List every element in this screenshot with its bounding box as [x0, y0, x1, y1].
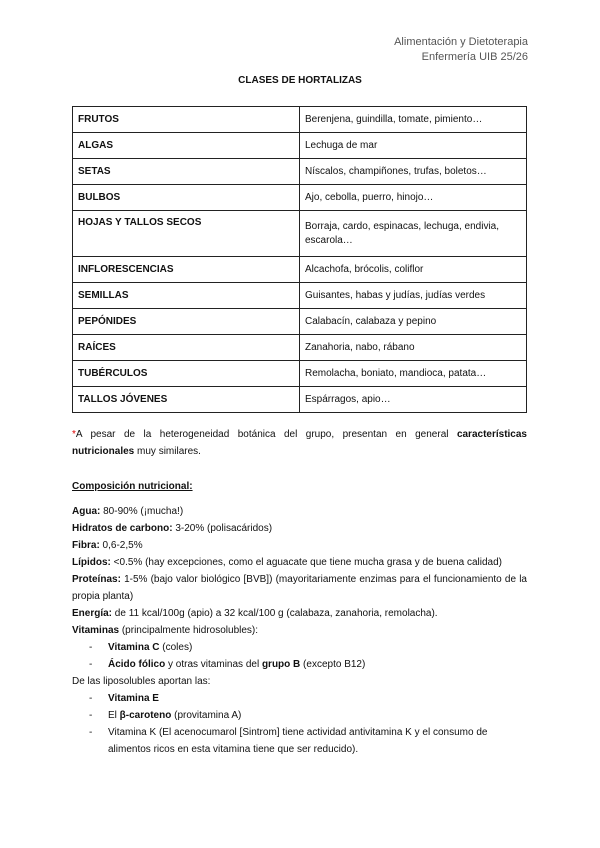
page-header	[394, 35, 528, 65]
examples-cell: Zanahoria, nabo, rábano	[300, 335, 527, 361]
examples-cell: Lechuga de mar	[300, 133, 527, 159]
category-cell: BULBOS	[73, 185, 300, 211]
liposolubles-list	[72, 690, 527, 758]
hidratos-line: Hidratos de carbono: 3-20% (polisacáridos)	[72, 523, 273, 534]
table-row	[73, 257, 527, 283]
table-row	[73, 361, 527, 387]
examples-cell: Espárragos, apio…	[300, 387, 527, 413]
header-course: Alimentación y Dietoterapia	[394, 36, 528, 48]
category-cell: FRUTOS	[73, 107, 300, 133]
note-paragraph	[72, 426, 527, 460]
lipidos-line: Lípidos: <0.5% (hay excepciones, como el aguacate que tiene mucha grasa y de buena calidad)	[72, 557, 502, 568]
category-cell: HOJAS Y TALLOS SECOS	[73, 211, 300, 257]
category-cell: SETAS	[73, 159, 300, 185]
examples-cell: Berenjena, guindilla, tomate, pimiento…	[300, 107, 527, 133]
note-asterisk: *	[72, 429, 76, 440]
examples-cell: Borraja, cardo, espinacas, lechuga, endivia, escarola…	[300, 211, 527, 257]
energia-line: Energía: de 11 kcal/100g (apio) a 32 kcal/100 g (calabaza, zanahoria, remolacha).	[72, 608, 438, 619]
list-item: - Vitamina K (El acenocumarol [Sintrom] tiene actividad antivitamina K y el consumo de alimentos ricos en esta vitamina tiene que ser reducido).	[72, 724, 527, 758]
table-row	[73, 185, 527, 211]
table-row	[73, 309, 527, 335]
table-row	[73, 107, 527, 133]
examples-cell: Calabacín, calabaza y pepino	[300, 309, 527, 335]
agua-line: Agua: 80-90% (¡mucha!)	[72, 506, 184, 517]
table-row	[73, 159, 527, 185]
proteinas-line: Proteínas: 1-5% (bajo valor biológico [BVB]) (mayoritariamente enzimas para el funcionamiento de la propia planta)	[72, 574, 527, 602]
composition-section	[72, 478, 527, 758]
examples-cell: Alcachofa, brócolis, coliflor	[300, 257, 527, 283]
table-row	[73, 133, 527, 159]
examples-cell: Ajo, cebolla, puerro, hinojo…	[300, 185, 527, 211]
list-item: - Vitamina C (coles)	[72, 639, 527, 656]
note-bold: características nutricionales	[72, 429, 527, 457]
category-cell: INFLORESCENCIAS	[73, 257, 300, 283]
list-item: - Vitamina E	[72, 690, 527, 707]
category-cell: PEPÓNIDES	[73, 309, 300, 335]
composition-heading: Composición nutricional:	[72, 481, 193, 492]
examples-cell: Remolacha, boniato, mandioca, patata…	[300, 361, 527, 387]
header-program: Enfermería UIB 25/26	[421, 51, 528, 63]
category-cell: TALLOS JÓVENES	[73, 387, 300, 413]
vitaminas-line: Vitaminas (principalmente hidrosolubles):	[72, 625, 259, 636]
table-row	[73, 283, 527, 309]
note-text-end: muy similares.	[134, 446, 201, 457]
category-cell: ALGAS	[73, 133, 300, 159]
table-row	[73, 387, 527, 413]
document-title: CLASES DE HORTALIZAS	[238, 75, 362, 86]
hidrosolubles-list	[72, 639, 527, 673]
vegetable-classes-table	[72, 106, 527, 413]
examples-cell: Níscalos, champiñones, trufas, boletos…	[300, 159, 527, 185]
fibra-line: Fibra: 0,6-2,5%	[72, 540, 143, 551]
list-item: - Ácido fólico y otras vitaminas del grupo B (excepto B12)	[72, 656, 527, 673]
table-row	[73, 211, 527, 257]
category-cell: SEMILLAS	[73, 283, 300, 309]
liposolubles-intro: De las liposolubles aportan las:	[72, 676, 211, 687]
examples-cell: Guisantes, habas y judías, judías verdes	[300, 283, 527, 309]
category-cell: RAÍCES	[73, 335, 300, 361]
list-item: - El β-caroteno (provitamina A)	[72, 707, 527, 724]
table-row	[73, 335, 527, 361]
note-text: A pesar de la heterogeneidad botánica del grupo, presentan en general	[75, 429, 457, 440]
category-cell: TUBÉRCULOS	[73, 361, 300, 387]
